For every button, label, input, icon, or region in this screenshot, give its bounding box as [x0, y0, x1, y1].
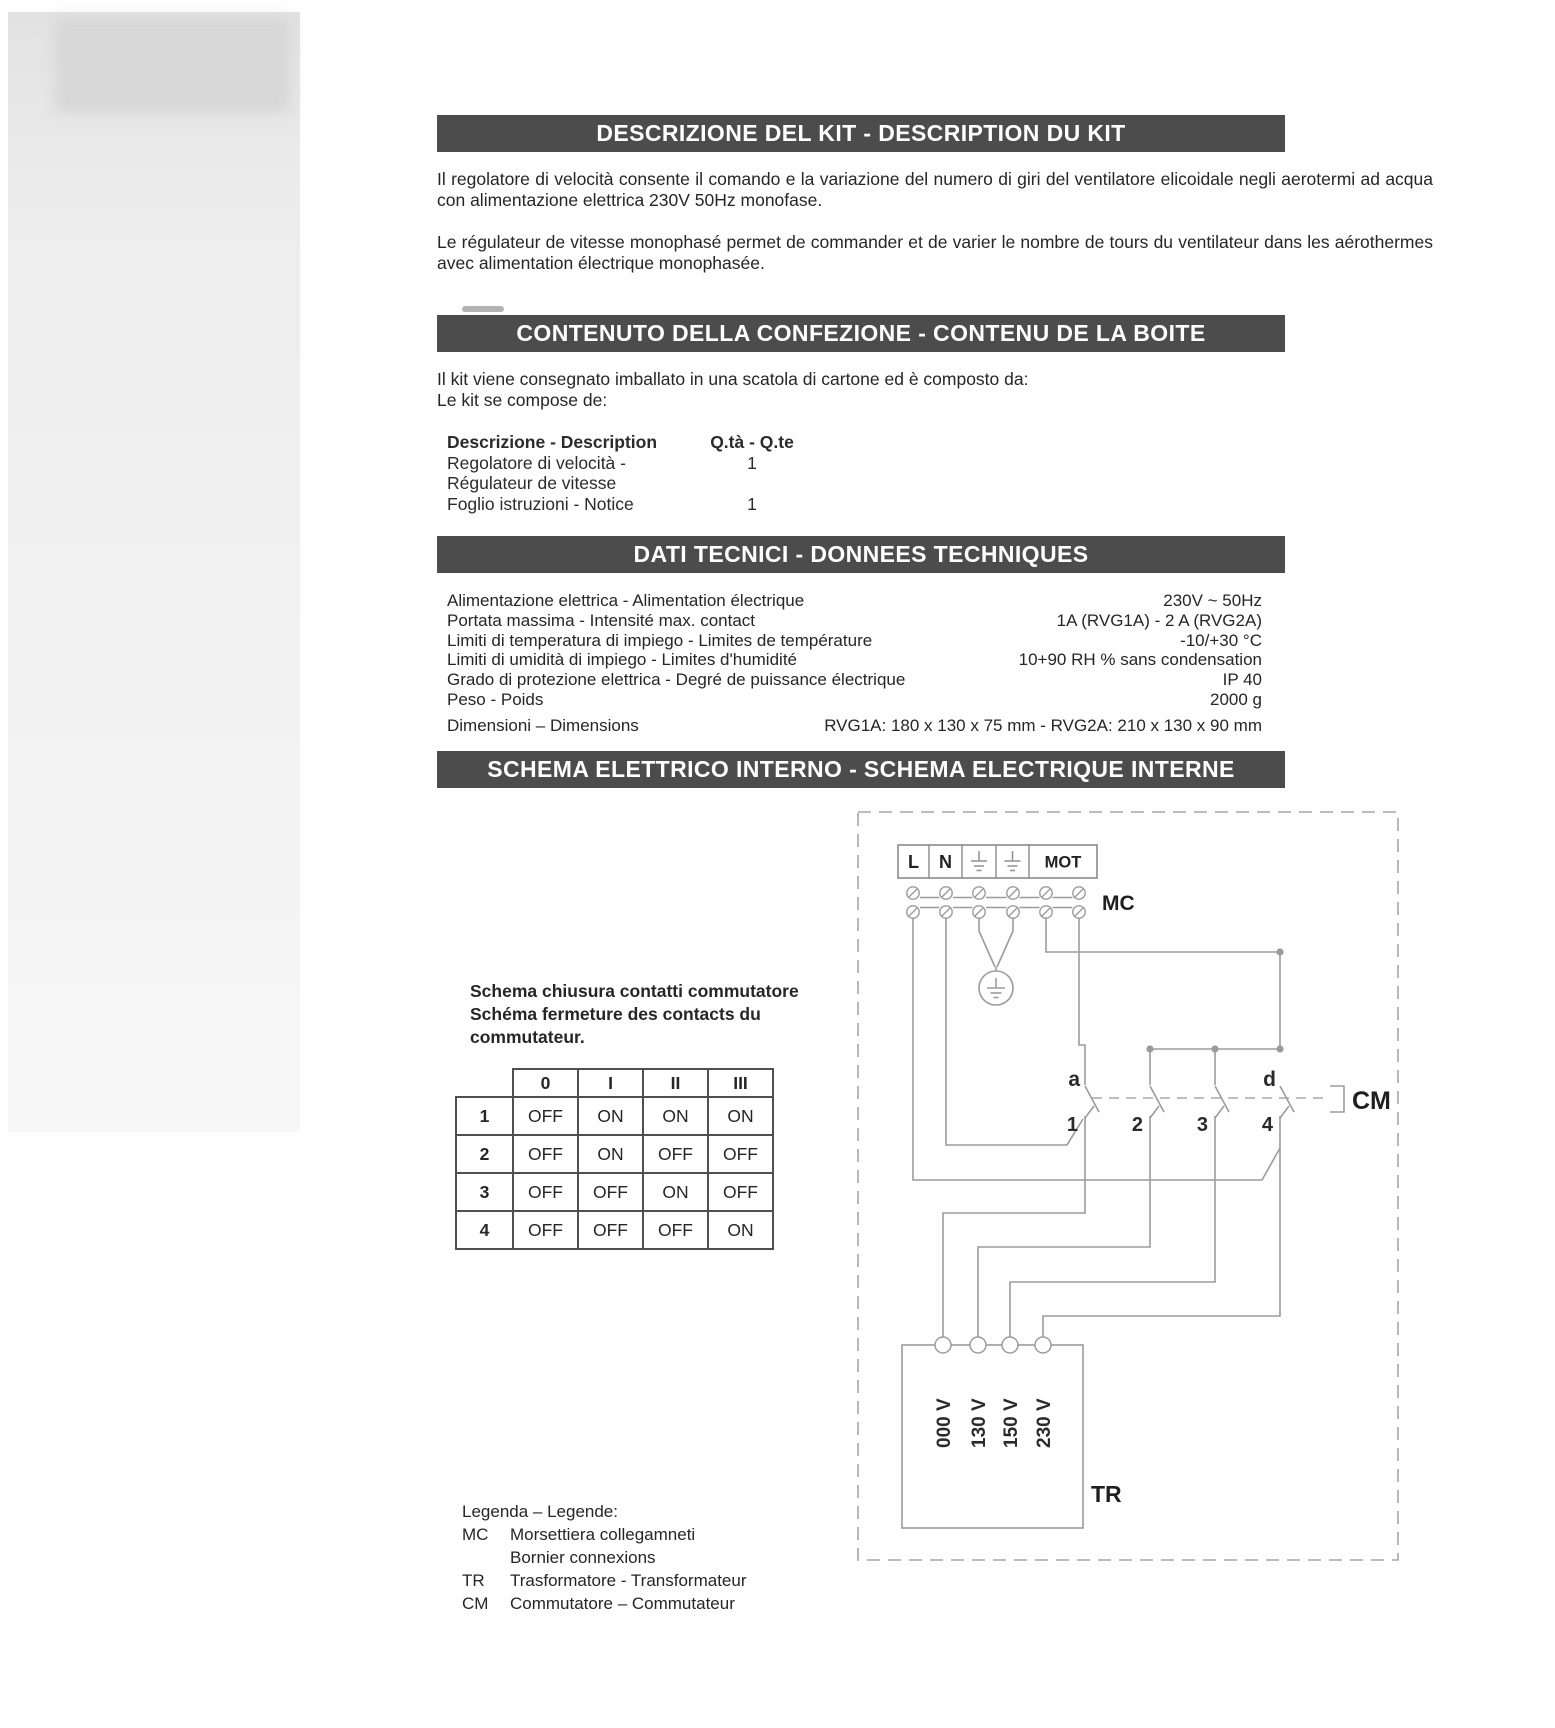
tech-row — [447, 650, 1262, 670]
section-title-schema: SCHEMA ELETTRICO INTERNO - SCHEMA ELECTRIQUE INTERNE — [437, 751, 1285, 788]
tech-label: Portata massima - Intensité max. contact — [447, 610, 756, 630]
tech-row — [447, 631, 1262, 651]
tech-value: 230V ~ 50Hz — [1163, 591, 1262, 610]
tech-value: -10/+30 °C — [1180, 630, 1262, 650]
section-title-kit: DESCRIZIONE DEL KIT - DESCRIPTION DU KIT — [437, 115, 1285, 152]
switch-note — [470, 980, 800, 1049]
contact-number: 3 — [1196, 1114, 1208, 1136]
wires — [913, 918, 1280, 1337]
tech-row — [447, 611, 1262, 631]
contents-row-qty: 1 — [747, 493, 757, 514]
wire-tap4 — [1043, 1116, 1280, 1337]
tr-label: TR — [1091, 1481, 1122, 1507]
tech-label: Dimensioni – Dimensions — [447, 715, 639, 735]
contact-cell: OFF — [708, 1173, 773, 1211]
legend-text: Morsettiera collegamneti — [510, 1525, 696, 1544]
scan-artifact-band — [8, 12, 300, 1132]
tap-label-130v: 130 V — [969, 1398, 990, 1448]
contact-row-label: 1 — [456, 1097, 513, 1135]
tech-value: RVG1A: 180 x 130 x 75 mm - RVG2A: 210 x 130 x 90 mm — [824, 715, 1262, 735]
legend-abbr — [462, 1546, 510, 1569]
contact-cell: ON — [578, 1097, 643, 1135]
switch-a-label: a — [1068, 1068, 1080, 1091]
switch-d-label: d — [1263, 1068, 1276, 1091]
contents-row — [447, 494, 1147, 515]
section-title-contents: CONTENUTO DELLA CONFEZIONE - CONTENU DE LA BOITE — [437, 315, 1285, 352]
tap-label-000v: 000 V — [934, 1398, 955, 1448]
contact-cell: ON — [643, 1097, 708, 1135]
contact-row-label: 2 — [456, 1135, 513, 1173]
contents-intro-fr: Le kit se compose de: — [437, 390, 608, 410]
contents-row-desc: Regolatore di velocità - Régulateur de vitesse — [447, 452, 626, 493]
tech-value: 2000 g — [1210, 689, 1262, 709]
legend-abbr: CM — [462, 1594, 489, 1613]
contact-table-row — [456, 1097, 773, 1135]
contact-table-ghost-cell — [456, 1069, 513, 1097]
contact-cell: ON — [578, 1135, 643, 1173]
legend-row — [462, 1569, 882, 1592]
contact-cell: OFF — [578, 1211, 643, 1249]
contents-table — [447, 432, 1147, 514]
mc-label: MC — [1102, 892, 1135, 915]
earth-circle-icon — [979, 918, 1013, 1005]
contents-header-desc: Descrizione - Description — [447, 432, 658, 452]
contact-cell: OFF — [513, 1097, 578, 1135]
contact-col-header: I — [578, 1069, 643, 1097]
commutator-switches — [1085, 949, 1294, 1118]
tap-label-150v: 150 V — [1001, 1398, 1022, 1448]
legend-text: Bornier connexions — [510, 1548, 656, 1567]
tech-label: Grado di protezione elettrica - Degré de puissance électrique — [447, 670, 906, 690]
contents-intro-it: Il kit viene consegnato imballato in una scatola di cartone ed è composto da: — [437, 369, 1029, 389]
contact-state-table — [455, 1068, 774, 1250]
contact-table-row — [456, 1173, 773, 1211]
wire-tap1 — [943, 1116, 1085, 1337]
cm-bracket — [1330, 1086, 1344, 1112]
contact-number: 1 — [1066, 1114, 1078, 1136]
section-title-tech: DATI TECNICI - DONNEES TECHNIQUES — [437, 536, 1285, 573]
wiring-diagram — [840, 800, 1420, 1595]
legend-abbr: MC — [462, 1525, 489, 1544]
legend-row — [462, 1592, 882, 1615]
legend-row — [462, 1546, 882, 1569]
legend — [462, 1500, 882, 1615]
tap-label-230v: 230 V — [1034, 1398, 1055, 1448]
switch-note-line: Schema chiusura contatti commutatore — [470, 981, 799, 1001]
contact-cell: OFF — [708, 1135, 773, 1173]
terminal-block — [898, 845, 1097, 878]
contact-cell: ON — [643, 1173, 708, 1211]
switch-note-line: Schéma fermeture des contacts du — [470, 1004, 761, 1024]
legend-row — [462, 1523, 882, 1546]
wire-mot-a — [1046, 918, 1280, 1049]
contact-cell: OFF — [513, 1211, 578, 1249]
contents-table-header — [447, 432, 1147, 453]
contact-table-row — [456, 1211, 773, 1249]
contents-header-qty: Q.tà - Q.te — [710, 432, 794, 452]
terminal-mot-label: MOT — [1044, 853, 1082, 872]
terminal-n-label: N — [939, 852, 952, 872]
tech-row — [447, 690, 1262, 710]
scan-artifact-mark — [462, 306, 504, 312]
tech-value: 10+90 RH % sans condensation — [1018, 650, 1262, 670]
wire-tap2 — [978, 1116, 1150, 1337]
contact-cell: ON — [708, 1097, 773, 1135]
legend-title: Legenda – Legende: — [462, 1502, 618, 1521]
kit-paragraph-it: Il regolatore di velocità consente il comando e la variazione del numero di giri del ventilatore elicoidale negli aerotermi ad acqua con alimentazione elettrica 230V 50Hz monofase. — [437, 169, 1433, 210]
contents-row-desc: Foglio istruzioni - Notice — [447, 493, 634, 514]
contact-number: 4 — [1261, 1114, 1273, 1136]
cm-label: CM — [1352, 1087, 1391, 1115]
wire-mot-b — [1079, 918, 1085, 1085]
contents-row — [447, 453, 1147, 494]
terminal-screws — [907, 887, 1085, 918]
contact-cell: OFF — [643, 1211, 708, 1249]
contact-cell: ON — [708, 1211, 773, 1249]
terminal-l-label: L — [908, 852, 919, 872]
contact-row-label: 4 — [456, 1211, 513, 1249]
tech-row — [447, 591, 1262, 611]
contact-cell: OFF — [578, 1173, 643, 1211]
contents-row-qty: 1 — [747, 452, 757, 473]
legend-text: Trasformatore - Transformateur — [510, 1571, 747, 1590]
kit-paragraph-fr: Le régulateur de vitesse monophasé permet de commander et de varier le nombre de tours du ventilateur dans les aérothermes avec alimentation électrique monophasée. — [437, 232, 1433, 273]
tech-label: Alimentazione elettrica - Alimentation électrique — [447, 591, 805, 610]
contact-number: 2 — [1131, 1114, 1143, 1136]
contact-table-header-row — [456, 1069, 773, 1097]
tech-row — [447, 716, 1262, 736]
tech-label: Limiti di umidità di impiego - Limites d'humidité — [447, 650, 797, 670]
legend-abbr: TR — [462, 1571, 485, 1590]
legend-text: Commutatore – Commutateur — [510, 1594, 735, 1613]
tech-value: IP 40 — [1222, 670, 1262, 690]
tech-value: 1A (RVG1A) - 2 A (RVG2A) — [1056, 610, 1262, 630]
switch-note-line: commutateur. — [470, 1027, 585, 1047]
contact-cell: OFF — [643, 1135, 708, 1173]
contact-cell: OFF — [513, 1135, 578, 1173]
scan-artifact-smudge — [55, 18, 290, 113]
transformer-box — [902, 1337, 1083, 1528]
contact-table-row — [456, 1135, 773, 1173]
contact-col-header: 0 — [513, 1069, 578, 1097]
contact-col-header: II — [643, 1069, 708, 1097]
contact-cell: OFF — [513, 1173, 578, 1211]
contact-row-label: 3 — [456, 1173, 513, 1211]
contact-col-header: III — [708, 1069, 773, 1097]
tech-row — [447, 670, 1262, 690]
tech-label: Peso - Poids — [447, 689, 544, 709]
wire-tap3 — [1010, 1116, 1215, 1337]
tech-data-list — [447, 591, 1262, 736]
tech-label: Limiti di temperatura di impiego - Limites de température — [447, 630, 873, 650]
